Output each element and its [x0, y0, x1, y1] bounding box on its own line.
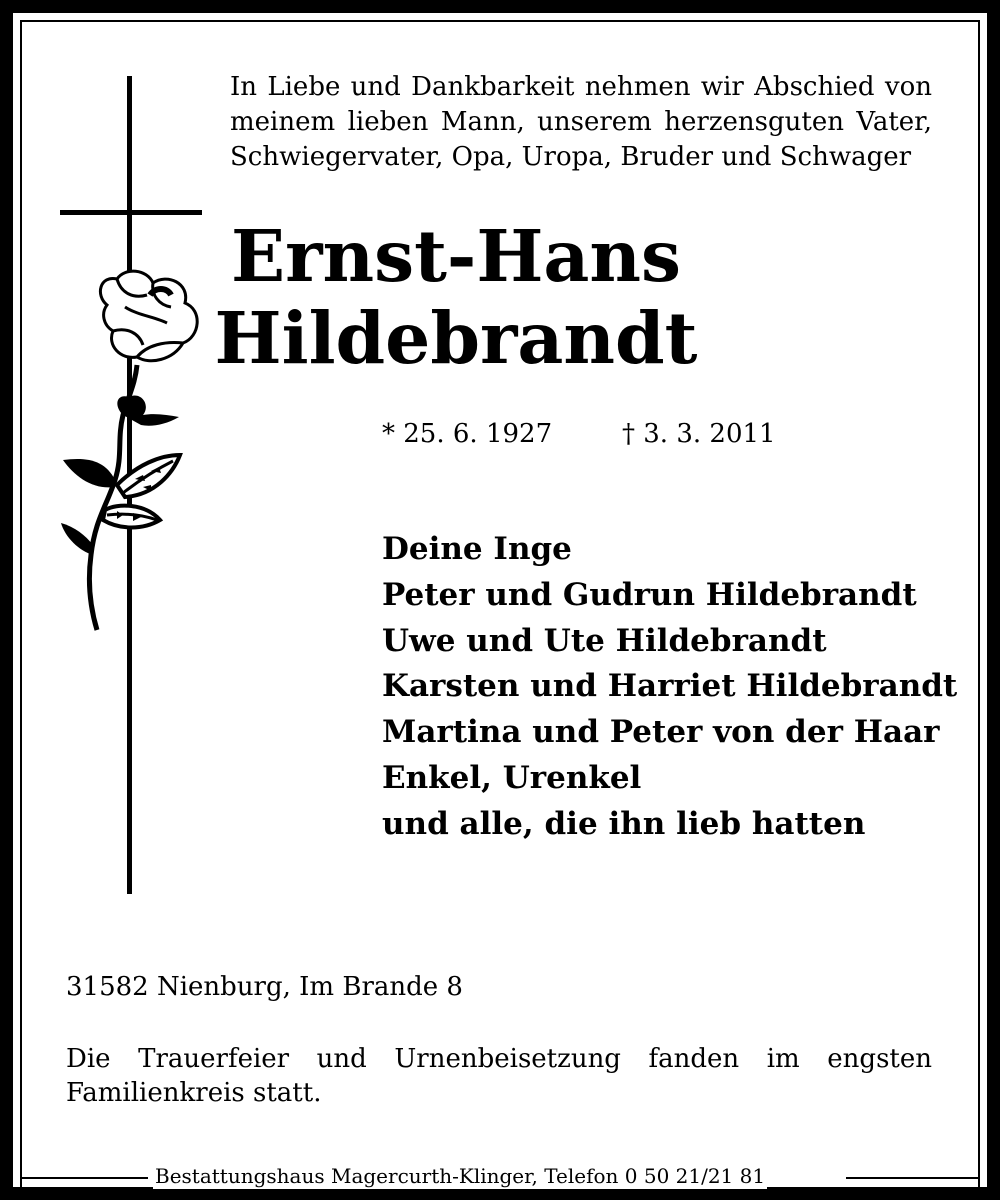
mourner-line: und alle, die ihn lieb hatten	[382, 805, 866, 842]
mourner-line: Karsten und Harriet Hildebrandt	[382, 668, 958, 705]
birth-date: * 25. 6. 1927	[382, 419, 553, 449]
death-date: † 3. 3. 2011	[622, 419, 776, 449]
mourner-line: Deine Inge	[382, 531, 572, 567]
funeral-home-footer: Bestattungshaus Magercurth-Klinger, Telefon 0 50 21/21 81	[155, 1164, 766, 1188]
footer-rule-left	[20, 1177, 148, 1179]
intro-text: In Liebe und Dankbarkeit nehmen wir Abschied von meinem lieben Mann, unserem herzensguten Vater, Schwiegervater, Opa, Uropa, Bruder und Schwager	[230, 72, 932, 172]
mourners-list	[382, 527, 972, 848]
funeral-notice: Die Trauerfeier und Urnenbeisetzung fanden im engsten Familienkreis statt.	[66, 1044, 932, 1108]
deceased-name	[105, 215, 807, 379]
mourner-line: Peter und Gudrun Hildebrandt	[382, 576, 917, 613]
mourner-line: Martina und Peter von der Haar	[382, 714, 940, 751]
mourner-line: Enkel, Urenkel	[382, 759, 642, 796]
deceased-first-name: Ernst-Hans	[230, 214, 682, 298]
address: 31582 Nienburg, Im Brande 8	[66, 972, 463, 1002]
mourner-line: Uwe und Ute Hildebrandt	[382, 622, 827, 659]
footer-rule-right	[846, 1177, 980, 1179]
deceased-last-name: Hildebrandt	[214, 296, 698, 380]
